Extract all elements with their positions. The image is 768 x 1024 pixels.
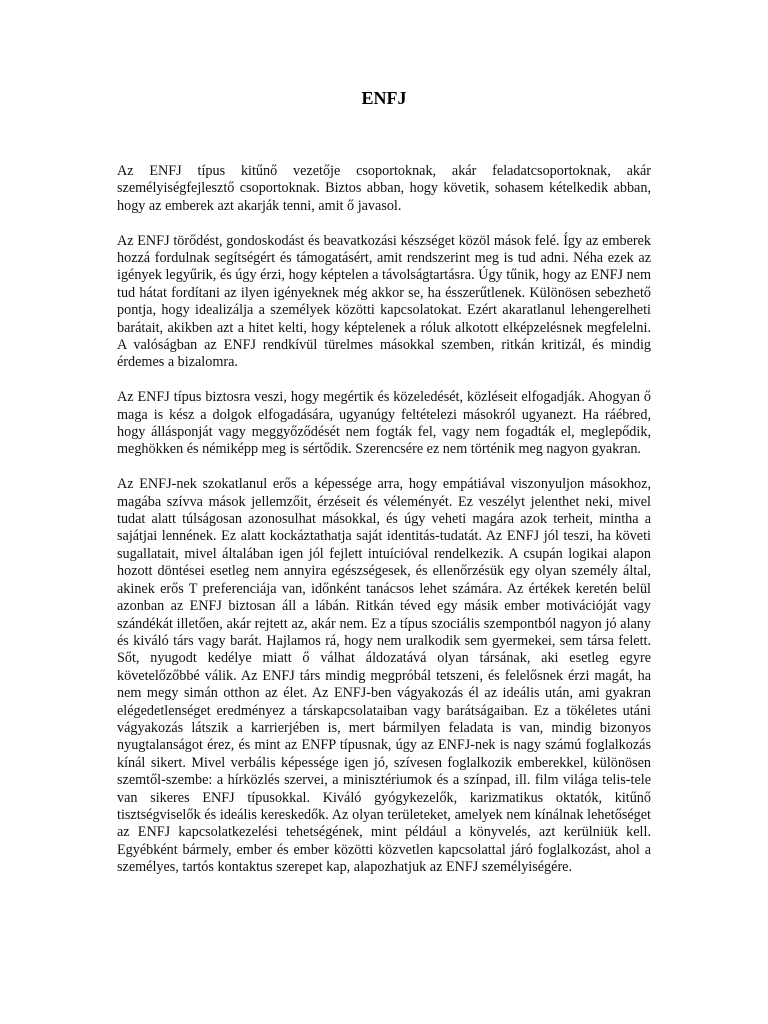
paragraph: Az ENFJ típus kitűnő vezetője csoportoknak, akár feladatcsoportoknak, akár személyiségfejlesztő csoportoknak. Biztos abban, hogy követik, sohasem kételkedik abban, hogy az emberek azt akarják tenni, amit ő javasol.: [117, 163, 651, 214]
paragraph: Az ENFJ törődést, gondoskodást és beavatkozási készséget közöl mások felé. Így az emberek hozzá fordulnak segítségért és támogatásért, amit rendszerint meg is tud adni. Néha ezek az igények legyűrik, és úgy érzi, hogy képtelen a távolságtartásra. Úgy tűnik, hogy az ENFJ nem tud hátat fordítani az ilyen igényeknek még akkor se, ha ésszerűtlenek. Különösen sebezhető pontja, hogy idealizálja a személyek közötti kapcsolatokat. Ezért akaratlanul lehengerelheti barátait, akikben azt a hitet kelti, hogy képtelenek a róluk alkotott elképzelésnek megfelelni. A valóságban az ENFJ rendkívül türelmes másokkal szemben, ritkán kritizál, és mindig érdemes a bizalomra.: [117, 232, 651, 371]
document-title: ENFJ: [361, 88, 407, 108]
paragraph: Az ENFJ típus biztosra veszi, hogy megértik és közeledését, közléseit elfogadják. Ahogyan ő maga is kész a dolgok elfogadására, ugyanúgy feltételezi másokról ugyanezt. Ha ráébred, hogy állásponját vagy meggyőződését nem fogták fel, vagy nem fogadták el, meglepődik, meghökken és némiképp meg is sértődik. Szerencsére ez nem történik meg nagyon gyakran.: [117, 389, 651, 458]
document-body: [117, 163, 651, 894]
paragraph: Az ENFJ-nek szokatlanul erős a képessége arra, hogy empátiával viszonyuljon másokhoz, magába szívva mások jellemzőit, érzéseit és véleményét. Ez veszélyt jelenthet neki, mivel tudat alatt túlságosan azonosulhat másokkal, és úgy veheti magára azok terheit, mintha a sajátjai lennének. Ez alatt kockáztathatja saját identitás-tudatát. Az ENFJ jól teszi, ha követi sugallatait, mivel általában igen jól fejlett intuícióval rendelkezik. A csupán logikai alapon hozott döntései esetleg nem annyira egészségesek, és ellenőrzésük egy olyan személy által, akinek erős T preferenciája van, időnként tanácsos lehet számára. Az értékek keretén belül azonban az ENFJ biztosan áll a lábán. Ritkán téved egy másik ember motivációját vagy szándékát illetően, akár rejtett az, akár nem. Ez a típus szociális szempontból nagyon jó alany és kiváló társ vagy barát. Hajlamos rá, hogy nem uralkodik sem gyermekei, sem társa felett. Sőt, nyugodt kedélye miatt ő válhat áldozatává olyan társának, aki esetleg egyre követelőzőbbé válik. Az ENFJ társ mindig megpróbál tetszeni, és felelősnek érzi magát, ha nem megy simán otthon az élet. Az ENFJ-ben vágyakozás él az ideális után, ami gyakran elégedetlenséget eredményez a társkapcsolataiban vagy barátságaiban. Ez a tökéletes utáni vágyakozás látszik a karrierjében is, mert bármilyen feladata is van, mindig bizonyos nyugtalanságot érez, és mint az ENFP típusnak, úgy az ENFJ-nek is nagy számú foglalkozás kínál sikert. Mivel verbális képessége igen jó, szívesen foglalkozik emberekkel, különösen szemtől-szembe: a hírközlés szervei, a minisztériumok és a színpad, ill. film világa telis-tele van sikeres ENFJ típusokkal. Kiváló gyógykezelők, karizmatikus oktatók, kitűnő tisztségviselők és ideális kereskedők. Az olyan területeket, amelyek nem kínálnak lehetőséget az ENFJ kapcsolatkezelési tehetségének, mint például a könyvelés, azt kerülniük kell. Egyébként bármely, ember és ember közötti közvetlen kapcsolattal járó foglalkozást, ahol a személyes, tartós kontaktus szerepet kap, alapozhatjuk az ENFJ személyiségére.: [117, 476, 651, 876]
